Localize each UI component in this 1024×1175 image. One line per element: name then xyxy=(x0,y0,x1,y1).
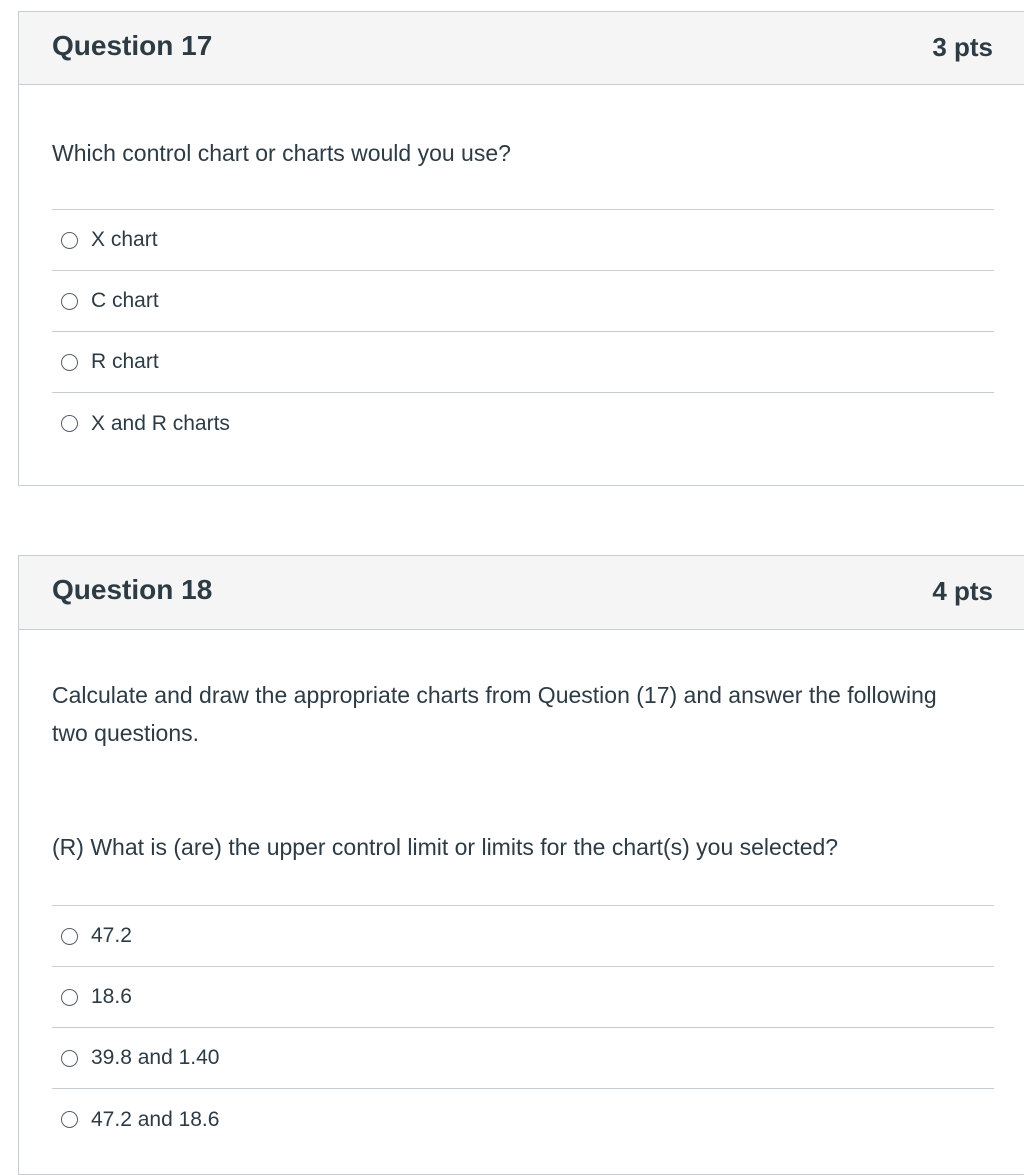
radio-button[interactable] xyxy=(61,415,78,432)
answer-label[interactable]: 18.6 xyxy=(91,985,132,1008)
answer-label[interactable]: X and R charts xyxy=(91,411,230,435)
question-18 xyxy=(18,555,1024,1175)
radio-button[interactable] xyxy=(61,989,78,1006)
answer-label[interactable]: R chart xyxy=(91,350,159,373)
answer-label[interactable]: 47.2 xyxy=(91,924,132,947)
question-points: 3 pts xyxy=(932,32,993,62)
radio-button[interactable] xyxy=(61,928,78,945)
question-header xyxy=(19,556,1024,630)
answer-label[interactable]: X chart xyxy=(91,228,158,251)
answer-option[interactable] xyxy=(52,1089,994,1150)
radio-button[interactable] xyxy=(61,1050,78,1067)
radio-button[interactable] xyxy=(61,232,78,249)
answer-option[interactable] xyxy=(52,271,994,332)
answer-list xyxy=(52,905,994,1150)
question-title: Question 17 xyxy=(52,30,213,61)
question-title: Question 18 xyxy=(52,574,213,605)
question-text: Calculate and draw the appropriate charts from Question (17) and answer the following two questions. xyxy=(52,682,937,746)
question-points: 4 pts xyxy=(932,576,993,606)
answer-option[interactable] xyxy=(52,967,994,1028)
answer-option[interactable] xyxy=(52,210,994,271)
answer-label[interactable]: 39.8 and 1.40 xyxy=(91,1046,220,1069)
answer-label[interactable]: C chart xyxy=(91,289,159,312)
radio-button[interactable] xyxy=(61,1111,78,1128)
answer-option[interactable] xyxy=(52,393,994,454)
answer-option[interactable] xyxy=(52,906,994,967)
radio-button[interactable] xyxy=(61,354,78,371)
answer-option[interactable] xyxy=(52,332,994,393)
question-text: Which control chart or charts would you use? xyxy=(52,140,511,166)
answer-label[interactable]: 47.2 and 18.6 xyxy=(91,1107,220,1131)
question-17 xyxy=(18,11,1024,486)
answer-option[interactable] xyxy=(52,1028,994,1089)
answer-list xyxy=(52,209,994,454)
question-header xyxy=(19,12,1024,85)
question-subtext: (R) What is (are) the upper control limit or limits for the chart(s) you selected? xyxy=(52,834,839,860)
radio-button[interactable] xyxy=(61,293,78,310)
